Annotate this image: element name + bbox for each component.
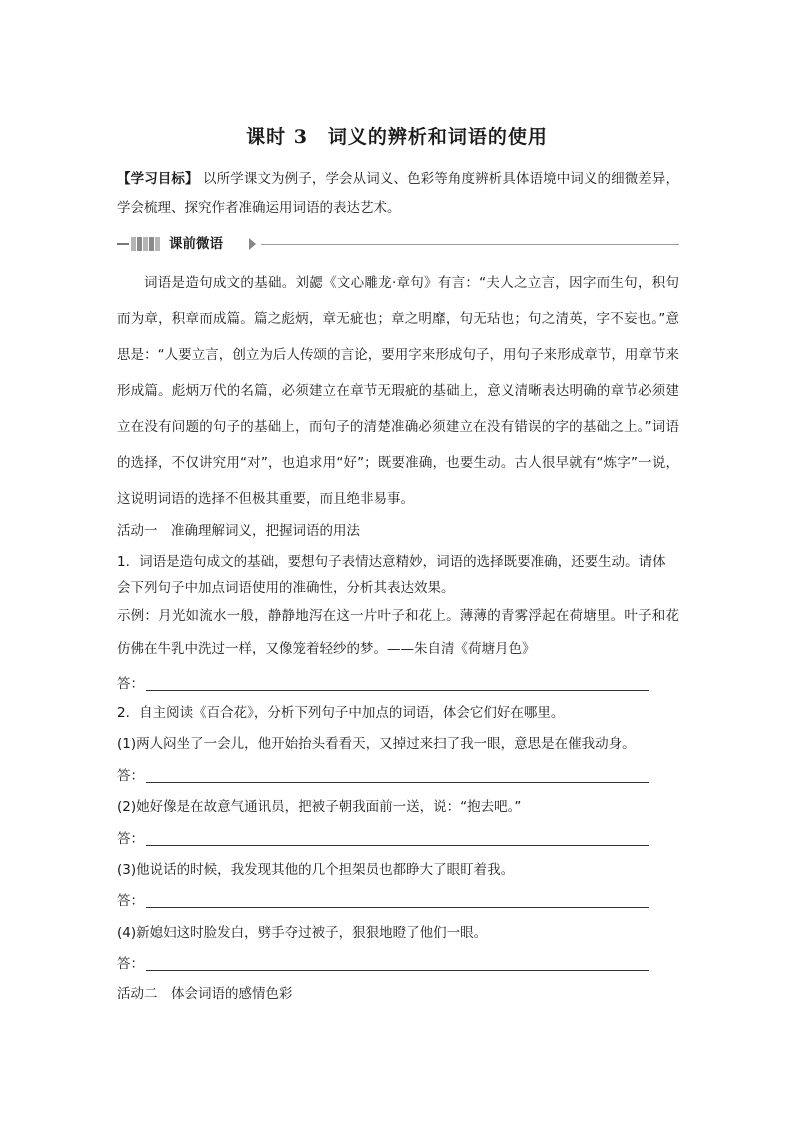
learning-objective (117, 165, 679, 223)
question-1: 1．词语是造句成文的基础，要想句子表情达意精妙，词语的选择既要准确，还要生动。请体会下列句子中加点词语使用的准确性，分析其表达效果。 (117, 554, 666, 596)
answer-line[interactable] (117, 829, 649, 849)
section-label: 课前微语 (169, 236, 223, 252)
objective-text: 以所学课文为例子，学会从词义、色彩等角度辨析具体语境中词义的细微差异，学会梳理、探究作者准确运用词语的表达艺术。 (117, 171, 680, 216)
subquestion-2: (2)她好像是在故意气通讯员，把被子朝我面前一送，说：“抱去吧。” (117, 799, 522, 815)
answer-line[interactable] (117, 954, 649, 974)
section-header-bar (117, 234, 679, 254)
subquestion-4: (4)新媳妇这时脸发白，劈手夺过被子，狠狠地瞪了他们一眼。 (117, 925, 488, 941)
activity1-heading: 活动一 准确理解词义，把握词语的用法 (117, 523, 360, 539)
objective-tag: 【学习目标】 (117, 171, 199, 187)
answer-underline (146, 845, 649, 846)
answer-underline (146, 690, 649, 691)
question-2: 2．自主阅读《百合花》，分析下列句子中加点的词语，体会它们好在哪里。 (117, 705, 565, 721)
triangle-arrow-icon (249, 238, 256, 250)
answer-line[interactable] (117, 891, 649, 911)
answer-line[interactable] (117, 674, 649, 694)
answer-label: 答： (117, 768, 144, 784)
subquestion-3: (3)他说话的时候，我发现其他的几个担架员也都睁大了眼盯着我。 (117, 862, 515, 878)
answer-label: 答： (117, 831, 144, 847)
answer-line[interactable] (117, 766, 649, 786)
answer-underline (146, 970, 649, 971)
answer-label: 答： (117, 956, 144, 972)
intro-paragraph: 词语是造句成文的基础。刘勰《文心雕龙·章句》有言：“夫人之立言，因字而生句，积句而为章，积章而成篇。篇之彪炳，章无疵也；章之明靡，句无玷也；句之清英，字不妄也。”意思是：“人要立言，创立为后人传颂的言论，要用字来形成句子，用句子来形成章节，用章节来形成篇。彪炳万代的名篇，必须建立在章节无瑕疵的基础上，意义清晰表达明确的章节必须建立在没有问题的句子的基础上，而句子的清楚准确必须建立在没有错误的字的基础之上。”词语的选择，不仅讲究用“对”，也追求用“好”；既要准确，也要生动。古人很早就有“炼字”一说，这说明词语的选择不但极其重要，而且绝非易事。 (117, 275, 679, 507)
answer-underline (146, 782, 649, 783)
page-title: 课时 3 词义的辨析和词语的使用 (246, 126, 548, 148)
section-dash (117, 243, 129, 245)
example-text: 示例：月光如流水一般，静静地泻在这一片叶子和花上。薄薄的青雾浮起在荷塘里。叶子和花仿佛在牛乳中洗过一样，又像笼着轻纱的梦。——朱自清《荷塘月色》 (117, 608, 679, 657)
section-rule (261, 244, 679, 245)
answer-label: 答： (117, 676, 144, 692)
answer-label: 答： (117, 893, 144, 909)
activity2-heading: 活动二 体会词语的感情色彩 (117, 986, 293, 1002)
answer-underline (146, 907, 649, 908)
subquestion-1: (1)两人闷坐了一会儿，他开始抬头看看天，又掉过来扫了我一眼，意思是在催我动身。 (117, 736, 636, 752)
section-blocks-icon (131, 237, 161, 251)
